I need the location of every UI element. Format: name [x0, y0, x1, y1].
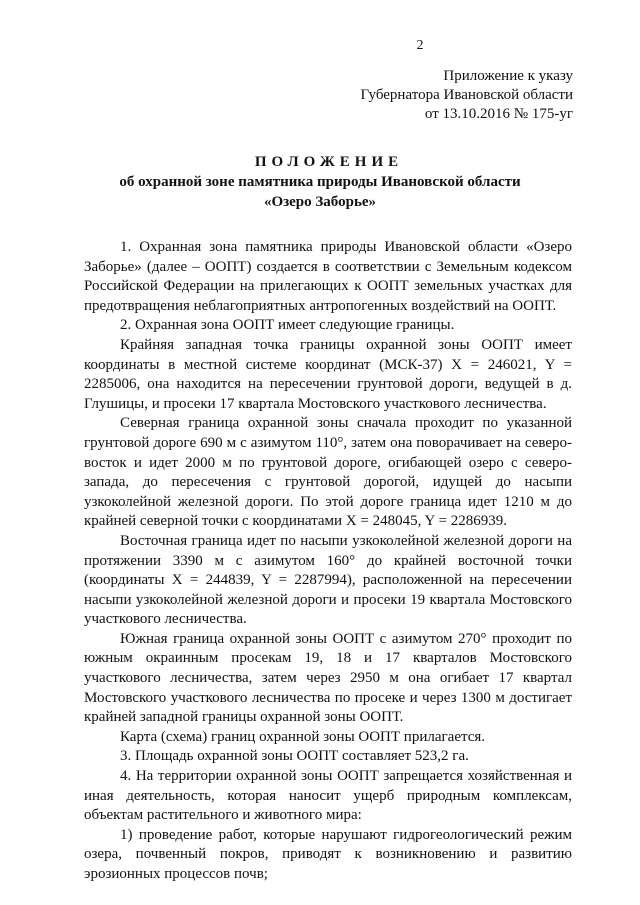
- title-main: ПОЛОЖЕНИЕ: [254, 154, 404, 170]
- title-subtitle-2: «Озеро Заборье»: [263, 194, 377, 210]
- paragraph-6: Южная граница охранной зоны ООПТ с азимутом 270° проходит по южным окраинным просекам 19, 18 и 17 кварталов Мостовского участкового лесничества, затем через 2950 м она огибает 17 квартал Мостовского участкового лесничества по просеке и через 1300 м достигает крайней западной границы охранной зоны ООПТ.: [84, 630, 572, 726]
- paragraph-9: 4. На территории охранной зоны ООПТ запрещается хозяйственная и иная деятельность, которая наносит ущерб природным комплексам, объектам растительного и животного мира:: [84, 768, 572, 824]
- appendix-header: [360, 67, 573, 124]
- paragraph-4: Северная граница охранной зоны сначала проходит по указанной грунтовой дороге 690 м с азимутом 110°, затем она поворачивает на северо-восток и идет 2000 м по грунтовой дороге, огибающей озеро с северо-запада, до пересечения с грунтовой дорогой, идущей до насыпи узкоколейной железной дороги. По этой дороге граница идет 1210 м до крайней северной точки с координатами X = 248045, Y = 2286939.: [84, 415, 572, 530]
- paragraph-10: 1) проведение работ, которые нарушают гидрогеологический режим озера, почвенный покров, приводят к возникновению и развитию эрозионных процессов почв;: [84, 826, 572, 882]
- appendix-line-2: Губернатора Ивановской области: [360, 87, 573, 103]
- paragraph-7: Карта (схема) границ охранной зоны ООПТ прилагается.: [120, 728, 486, 745]
- page-number: 2: [416, 38, 424, 53]
- appendix-line-3: от 13.10.2016 № 175-уг: [424, 106, 573, 122]
- paragraph-2: 2. Охранная зона ООПТ имеет следующие границы.: [120, 317, 455, 334]
- appendix-line-1: Приложение к указу: [443, 68, 573, 84]
- paragraph-5: Восточная граница идет по насыпи узкоколейной железной дороги на протяжении 3390 м с азимутом 160° до крайней восточной точки (координаты X = 244839, Y = 2287994), расположенной на пересечении насыпи узкоколейной железной дороги и просеки 19 квартала Мостовского участкового лесничества.: [84, 532, 572, 628]
- paragraph-1: 1. Охранная зона памятника природы Ивановской области «Озеро Заборье» (далее – ООПТ) создается в соответствии с Земельным кодексом Российской Федерации на прилегающих к ООПТ земельных участках для предотвращения неблагоприятных антропогенных воздействий на ООПТ.: [84, 239, 572, 314]
- paragraph-3: Крайняя западная точка границы охранной зоны ООПТ имеет координаты в местной системе координат (МСК-37) X = 246021, Y = 2285006, она находится на пересечении грунтовой дороги, ведущей в д. Глушицы, и просеки 17 квартала Мостовского участкового лесничества.: [84, 336, 572, 412]
- paragraph-8: 3. Площадь охранной зоны ООПТ составляет 523,2 га.: [120, 748, 469, 765]
- document-body: [84, 238, 572, 885]
- document-title: [0, 152, 640, 212]
- title-subtitle-1: об охранной зоне памятника природы Ивановской области: [119, 174, 521, 190]
